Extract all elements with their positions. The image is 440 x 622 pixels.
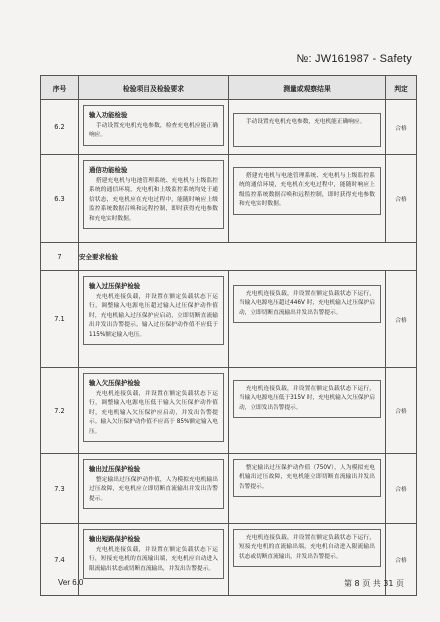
- section-title: 安全要求检验: [79, 243, 417, 271]
- row-number: 7.3: [41, 454, 79, 524]
- result-box: [233, 380, 381, 418]
- result-box: [233, 285, 381, 323]
- item-title: 输出短路保护检验: [89, 535, 141, 543]
- verdict: 合格: [386, 454, 417, 524]
- item-title: 输入功能检验: [89, 111, 128, 119]
- verdict: 合格: [386, 524, 417, 596]
- item-description: 充电机连接负载，并设置在额定负载状态下运行，短接充电机的直流输出端，充电机应自动进入限流输出状态或切断直流输出，并发出告警提示。: [89, 547, 218, 572]
- inspection-table: [40, 75, 417, 596]
- result-text: 搭建充电机与电池管理系统、充电机与上级监控系统的通信环境，充电机在充电过程中，能随时响应上级监控系统数据召唤和远程控制，即时获得充电参数和充电实时数据。: [239, 173, 375, 208]
- verdict: 合格: [386, 368, 417, 454]
- item-box: [83, 529, 224, 579]
- table-row: [41, 368, 417, 454]
- item-title: 输入欠压保护检验: [89, 379, 141, 387]
- verdict: 合格: [386, 271, 417, 368]
- item-description: 整定输出过压保护动作值，人为模拟充电机输出过压故障，充电机应立即切断直流输出并发出告警提示。: [89, 477, 218, 502]
- item-description: 充电机连接负载，并设置在额定负载状态下运行，调整输入电源电压超过输入过压保护动作值时，充电机输入过压保护应启动，立即切断直流输出并发出告警提示。输入过压保护动作值不应低于 115%额定输入电压。: [89, 294, 218, 338]
- section-row: [41, 243, 417, 271]
- result-text: 整定输出过压保护动作值（750V），人为模拟充电机输出过压故障，充电机能立即切断直流输出并发出告警提示。: [239, 465, 375, 490]
- row-number: 7.2: [41, 368, 79, 454]
- row-number: 7.4: [41, 524, 79, 596]
- table-row: [41, 155, 417, 243]
- row-number: 6.2: [41, 100, 79, 155]
- document-number: №: JW161987 - Safety: [296, 53, 412, 65]
- col-header-no: 序号: [41, 76, 79, 100]
- version-label: Ver 6.0: [58, 578, 84, 587]
- item-description: 充电机连接负载，并设置在额定负载状态下运行，调整输入电源电压低于输入欠压保护动作值时，充电机输入欠压保护应启动，并发出告警提示。输入欠压保护动作值不应高于 85%额定输入电压。: [89, 391, 218, 435]
- col-header-result: 测量或观察结果: [229, 76, 386, 100]
- col-header-verdict: 判定: [386, 76, 417, 100]
- table-header-row: [41, 76, 417, 100]
- item-box: [83, 160, 224, 229]
- section-number: 7: [41, 243, 79, 271]
- result-box: [233, 167, 381, 215]
- page-indicator: 第 8 页 共 31 页: [344, 579, 404, 588]
- verdict: 合格: [386, 100, 417, 155]
- result-text: 充电机连接负载，并设置在额定负载状态下运行，短接充电机的直流输出端，充电机自动进入限流输出状态或切断直流输出，并发出告警提示。: [239, 535, 375, 560]
- item-box: [83, 459, 224, 509]
- item-description: 手动设置充电机充电参数，检查充电机应能正确响应。: [89, 123, 218, 139]
- table-row: [41, 454, 417, 524]
- item-box: [83, 373, 224, 442]
- col-header-item: 检验项目及检验要求: [79, 76, 229, 100]
- item-description: 搭建充电机与电池管理系统、充电机与上级监控系统的通信环境，充电机和上级监控系统均处于通信状态，充电机应在充电过程中，能随时响应上级监控系统数据召唤和远程控制，即时获得充电参数和充电实时数据。: [89, 178, 218, 222]
- result-box: [233, 459, 381, 497]
- row-number: 6.3: [41, 155, 79, 243]
- result-box: [233, 529, 381, 567]
- verdict: 合格: [386, 155, 417, 243]
- result-text: 手动设置充电机充电参数，充电机能正确响应。: [245, 119, 366, 125]
- result-box: [233, 113, 381, 147]
- row-number: 7.1: [41, 271, 79, 368]
- item-title: 通信功能检验: [89, 166, 128, 174]
- table-row: [41, 100, 417, 155]
- item-box: [83, 276, 224, 345]
- table-row: [41, 271, 417, 368]
- result-text: 充电机连接负载，并设置在额定负载状态下运行，当输入电源电压超过446V 时，充电机输入过压保护启动，立即切断直流输出并发出告警提示。: [239, 291, 375, 316]
- item-title: 输入过压保护检验: [89, 282, 141, 290]
- item-title: 输出过压保护检验: [89, 465, 141, 473]
- result-text: 充电机连接负载，并设置在额定负载状态下运行，当输入电源电压低于315V 时，充电机输入欠压保护启动，立即发出告警提示。: [239, 386, 375, 411]
- item-box: [83, 105, 224, 146]
